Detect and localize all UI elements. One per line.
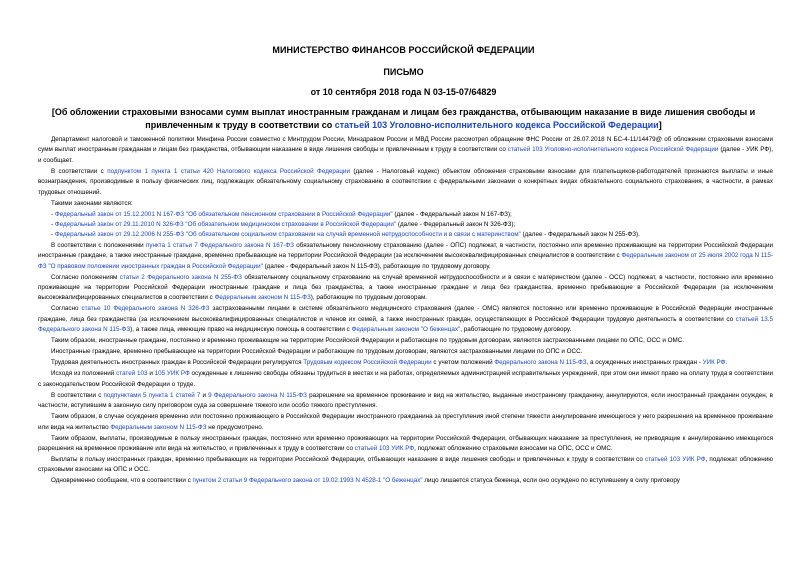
paragraph-text: (далее - УИК РФ), и сообщает. <box>38 146 773 164</box>
document-body <box>38 135 773 487</box>
body-paragraph <box>38 412 773 433</box>
paragraph-text: , а осужденных иностранных граждан - <box>586 359 703 367</box>
body-paragraph <box>38 347 773 357</box>
document-link[interactable]: Федеральным законом N 115-ФЗ <box>110 423 207 431</box>
paragraph-text: , подлежат обложению страховыми взносами на ОПС, ОСС и ОМС. <box>414 444 613 452</box>
paragraph-text: Такими законами являются: <box>51 199 133 207</box>
paragraph-text: (далее - Федеральный закон N 115-ФЗ), работающие по трудовому договору. <box>262 262 491 270</box>
body-paragraph <box>38 455 773 476</box>
document-link[interactable]: подпунктом 1 пункта 1 статьи 420 Налогового кодекса Российской Федерации <box>107 167 351 175</box>
paragraph-text: Таким образом, иностранные граждане, постоянно и временно проживающие на территории Российской Федерации и работающие по трудовым договорам, являются застрахованными лицами по ОПС, ОСС и ОМС. <box>51 337 685 345</box>
body-paragraph <box>38 391 773 412</box>
document-link[interactable]: Федерального закона N 115-ФЗ <box>494 359 587 367</box>
list-item <box>38 210 773 220</box>
paragraph-text: (далее - Федеральный закон N 326-ФЗ); <box>396 221 516 229</box>
ministry-title: МИНИСТЕРСТВО ФИНАНСОВ РОССИЙСКОЙ ФЕДЕРАЦИИ <box>272 45 535 55</box>
body-paragraph <box>38 241 773 272</box>
document-link[interactable]: пунктом 2 статьи 9 Федерального закона от 19.02.1993 N 4528-1 "О беженцах" <box>192 477 423 485</box>
document-link[interactable]: 105 УИК РФ <box>154 370 190 378</box>
document-link[interactable]: Федеральным законом от 25 июля 2002 года N 115-ФЗ "О правовом положении иностранных граждан в Российской Федерации" <box>38 252 773 270</box>
paragraph-text: , подлежат обложению страховыми взносами на ОПС и ОСС. <box>38 455 774 474</box>
paragraph-text: - <box>51 231 55 239</box>
paragraph-text: ), а также лица, имеющие право на медицинскую помощь в соответствии с <box>130 326 352 334</box>
document-link[interactable]: Федеральным законом "О беженцах" <box>351 326 461 334</box>
body-paragraph <box>38 434 773 455</box>
document-link[interactable]: статьей 13.5 Федерального закона N 115-ФЗ <box>38 315 773 334</box>
body-paragraph <box>38 273 773 304</box>
paragraph-text: Согласно положениям <box>51 273 120 281</box>
paragraph-text: . <box>725 359 728 367</box>
document-link[interactable]: статьей 103 Уголовно-исполнительного кодекса Российской Федерации <box>507 146 719 154</box>
body-paragraph <box>38 304 773 335</box>
paragraph-text: (далее - Федеральный закон N 167-ФЗ); <box>392 210 512 218</box>
document-link[interactable]: Федеральный закон от 29.11.2010 N 326-ФЗ "Об обязательном медицинском страховании в Российской Федерации" <box>54 221 397 229</box>
body-paragraph <box>38 167 773 198</box>
document-link[interactable]: подпунктами 5 пункта 1 статей 7 <box>103 391 201 399</box>
document-link[interactable]: Трудовым кодексом Российской Федерации <box>303 359 432 367</box>
subject-link[interactable]: статьей 103 Уголовно-исполнительного кодекса Российской Федерации <box>334 120 659 130</box>
list-item <box>38 230 773 240</box>
paragraph-text: В соответствии с <box>51 391 104 399</box>
paragraph-text: , работающие по трудовому договору. <box>460 326 572 334</box>
paragraph-text: В соответствии с положениями <box>51 241 146 249</box>
paragraph-text: Одновременно сообщаем, что в соответствии с <box>51 477 193 485</box>
paragraph-text: ), работающие по трудовым договорам. <box>310 294 428 302</box>
document-link[interactable]: Федеральный закон от 15.12.2001 N 167-ФЗ "Об обязательном пенсионном страховании в Российской Федерации" <box>54 210 393 218</box>
paragraph-text: разрешение на временное проживание и вид на жительство, выданные иностранному гражданину, аннулируются, если иностранный гражданин осужден, в частности, вступившим в законную силу приговором суда за совершение тяжкого или особо тяжкого преступления. <box>38 391 773 410</box>
list-item <box>38 220 773 230</box>
doc-subject <box>40 106 767 132</box>
document-link[interactable]: УИК РФ <box>702 359 726 367</box>
subject-text: [Об обложении страховыми взносами сумм выплат иностранным гражданам и лицам без гражданства, отбывающим наказание в виде лишения свободы и привлеченным к труду в соответствии со <box>51 107 756 130</box>
document-link[interactable]: Федеральный закон от 29.12.2006 N 255-ФЗ "Об обязательном социальном страховании на случай временной нетрудоспособности и в связи с материнством" <box>54 231 521 239</box>
document-link[interactable]: статьей 103 УИК РФ <box>354 444 415 452</box>
body-paragraph <box>38 476 773 486</box>
paragraph-text: - <box>51 210 55 218</box>
doc-date-number: от 10 сентября 2018 года N 03-15-07/64829 <box>310 87 497 97</box>
paragraph-text: застрахованными лицами в системе обязательного медицинского страхования (далее - ОМС) являются постоянно или временно проживающие в Российской Федерации иностранные граждане, лица без гражданства (за исключением высококвалифицированных специалистов и членов их семей, а также иностранных граждан, осуществляющих в Российской Федерации трудовую деятельность в соответствии со <box>38 305 774 323</box>
paragraph-text: (далее - Налоговый кодекс) объектом обложения страховыми взносами для плательщиков-работодателей признаются выплаты и иные вознаграждения, производимые в пользу физических лиц, подлежащих обязательному социальному страхованию в соответствии с федеральными законами о конкретных видах обязательного социального страхования, в частности, в рамках трудовых отношений. <box>38 167 773 196</box>
paragraph-text: Выплаты в пользу иностранных граждан, временно пребывающих на территории Российской Федерации, отбывающих наказание в виде лишения свободы и привлеченных к труду в соответствии со <box>51 455 646 463</box>
doc-type: ПИСЬМО <box>383 67 424 77</box>
paragraph-text: Согласно <box>51 305 82 313</box>
body-paragraph <box>38 135 773 166</box>
paragraph-text: не предусмотрено. <box>206 423 264 431</box>
paragraph-text: В соответствии с <box>51 167 108 175</box>
paragraph-text: осужденные к лишению свободы обязаны трудиться в местах и на работах, определяемых администрацией исправительных учреждений, при этом они имеют право на оплату труда в соответствии с законодательством Российской Федерации о труде. <box>38 370 773 388</box>
document-link[interactable]: пункта 1 статьи 7 Федерального закона N 167-ФЗ <box>145 241 294 249</box>
paragraph-text: - <box>51 221 55 229</box>
paragraph-text: Таким образом, выплаты, производимые в пользу иностранных граждан, постоянно или временно проживающих на территории Российской Федерации, отбывающих наказание за преступления, не приводящие к аннулированию имеющегося разрешения на временное проживание или вида на жительство, и привлеченных к труду в соответствии со <box>38 434 773 452</box>
body-paragraph <box>38 358 773 368</box>
paragraph-text: (далее - Федеральный закон N 255-ФЗ). <box>520 231 640 239</box>
document-link[interactable]: статей 103 <box>116 370 148 378</box>
paragraph-text: обязательному пенсионному страхованию (далее - ОПС) подлежат, в частности, постоянно или временно проживающие на территории Российской Федерации иностранные граждане, а также иностранные граждане, временно пребывающие на территории Российской Федерации (за исключением высококвалифицированных специалистов в соответствии с <box>38 241 773 260</box>
document-link[interactable]: Федеральным законом N 115-ФЗ <box>214 294 311 302</box>
document-link[interactable]: 9 Федерального закона N 115-ФЗ <box>208 391 307 399</box>
subject-text-end: ] <box>658 120 662 130</box>
body-paragraph <box>38 369 773 390</box>
paragraph-text: Департамент налоговой и таможенной политики Минфина России совместно с Минтрудом России, Минздравом России и МВД России рассмотрел обращение ФНС России от 26.07.2018 N БС-4-11/14479@ об обложении страховыми взносами сумм выплат иностранным гражданам и лицам без гражданства, отбывающим наказание в виде лишения свободы и привлеченным к труду в соответствии со <box>38 136 773 154</box>
document-link[interactable]: статье 10 Федерального закона N 326-ФЗ <box>81 305 210 313</box>
body-paragraph <box>38 336 773 346</box>
paragraph-text: Иностранные граждане, временно пребывающие на территории Российской Федерации и работающие по трудовым договорам, являются застрахованными лицами по ОПС и ОСС. <box>51 348 583 356</box>
paragraph-text: с учетом положений <box>431 359 495 367</box>
paragraph-text: лицо лишается статуса беженца, если оно осуждено по вступившему в силу приговору <box>422 477 680 485</box>
paragraph-text: Трудовая деятельность иностранных граждан в Российской Федерации регулируется <box>51 359 304 367</box>
document-link[interactable]: статьи 2 Федерального закона N 255-ФЗ <box>119 273 242 281</box>
paragraph-text: Исходя из положений <box>51 370 117 378</box>
paragraph-text: и <box>200 391 209 399</box>
paragraph-text: обязательному социальному страхованию на случай временной нетрудоспособности и в связи с материнством (далее - ОСС) подлежат, в частности, постоянно или временно проживающие на территории Российской Федерации иностранные граждане и лица без гражданства, а также иностранные граждане и лица без гражданства, временно пребывающие в Российской Федерации (за исключением высококвалифицированных специалистов в соответствии с <box>38 273 773 302</box>
body-paragraph <box>38 199 773 209</box>
paragraph-text: Таким образом, в случае осуждения временно или постоянно проживающего в Российской Федерации иностранного гражданина за преступления иной степени тяжести аннулирование имеющегося у него разрешения на временное проживание или вида на жительство <box>38 413 773 431</box>
paragraph-text: и <box>147 370 155 378</box>
document-link[interactable]: статьей 103 УИК РФ <box>645 455 706 463</box>
